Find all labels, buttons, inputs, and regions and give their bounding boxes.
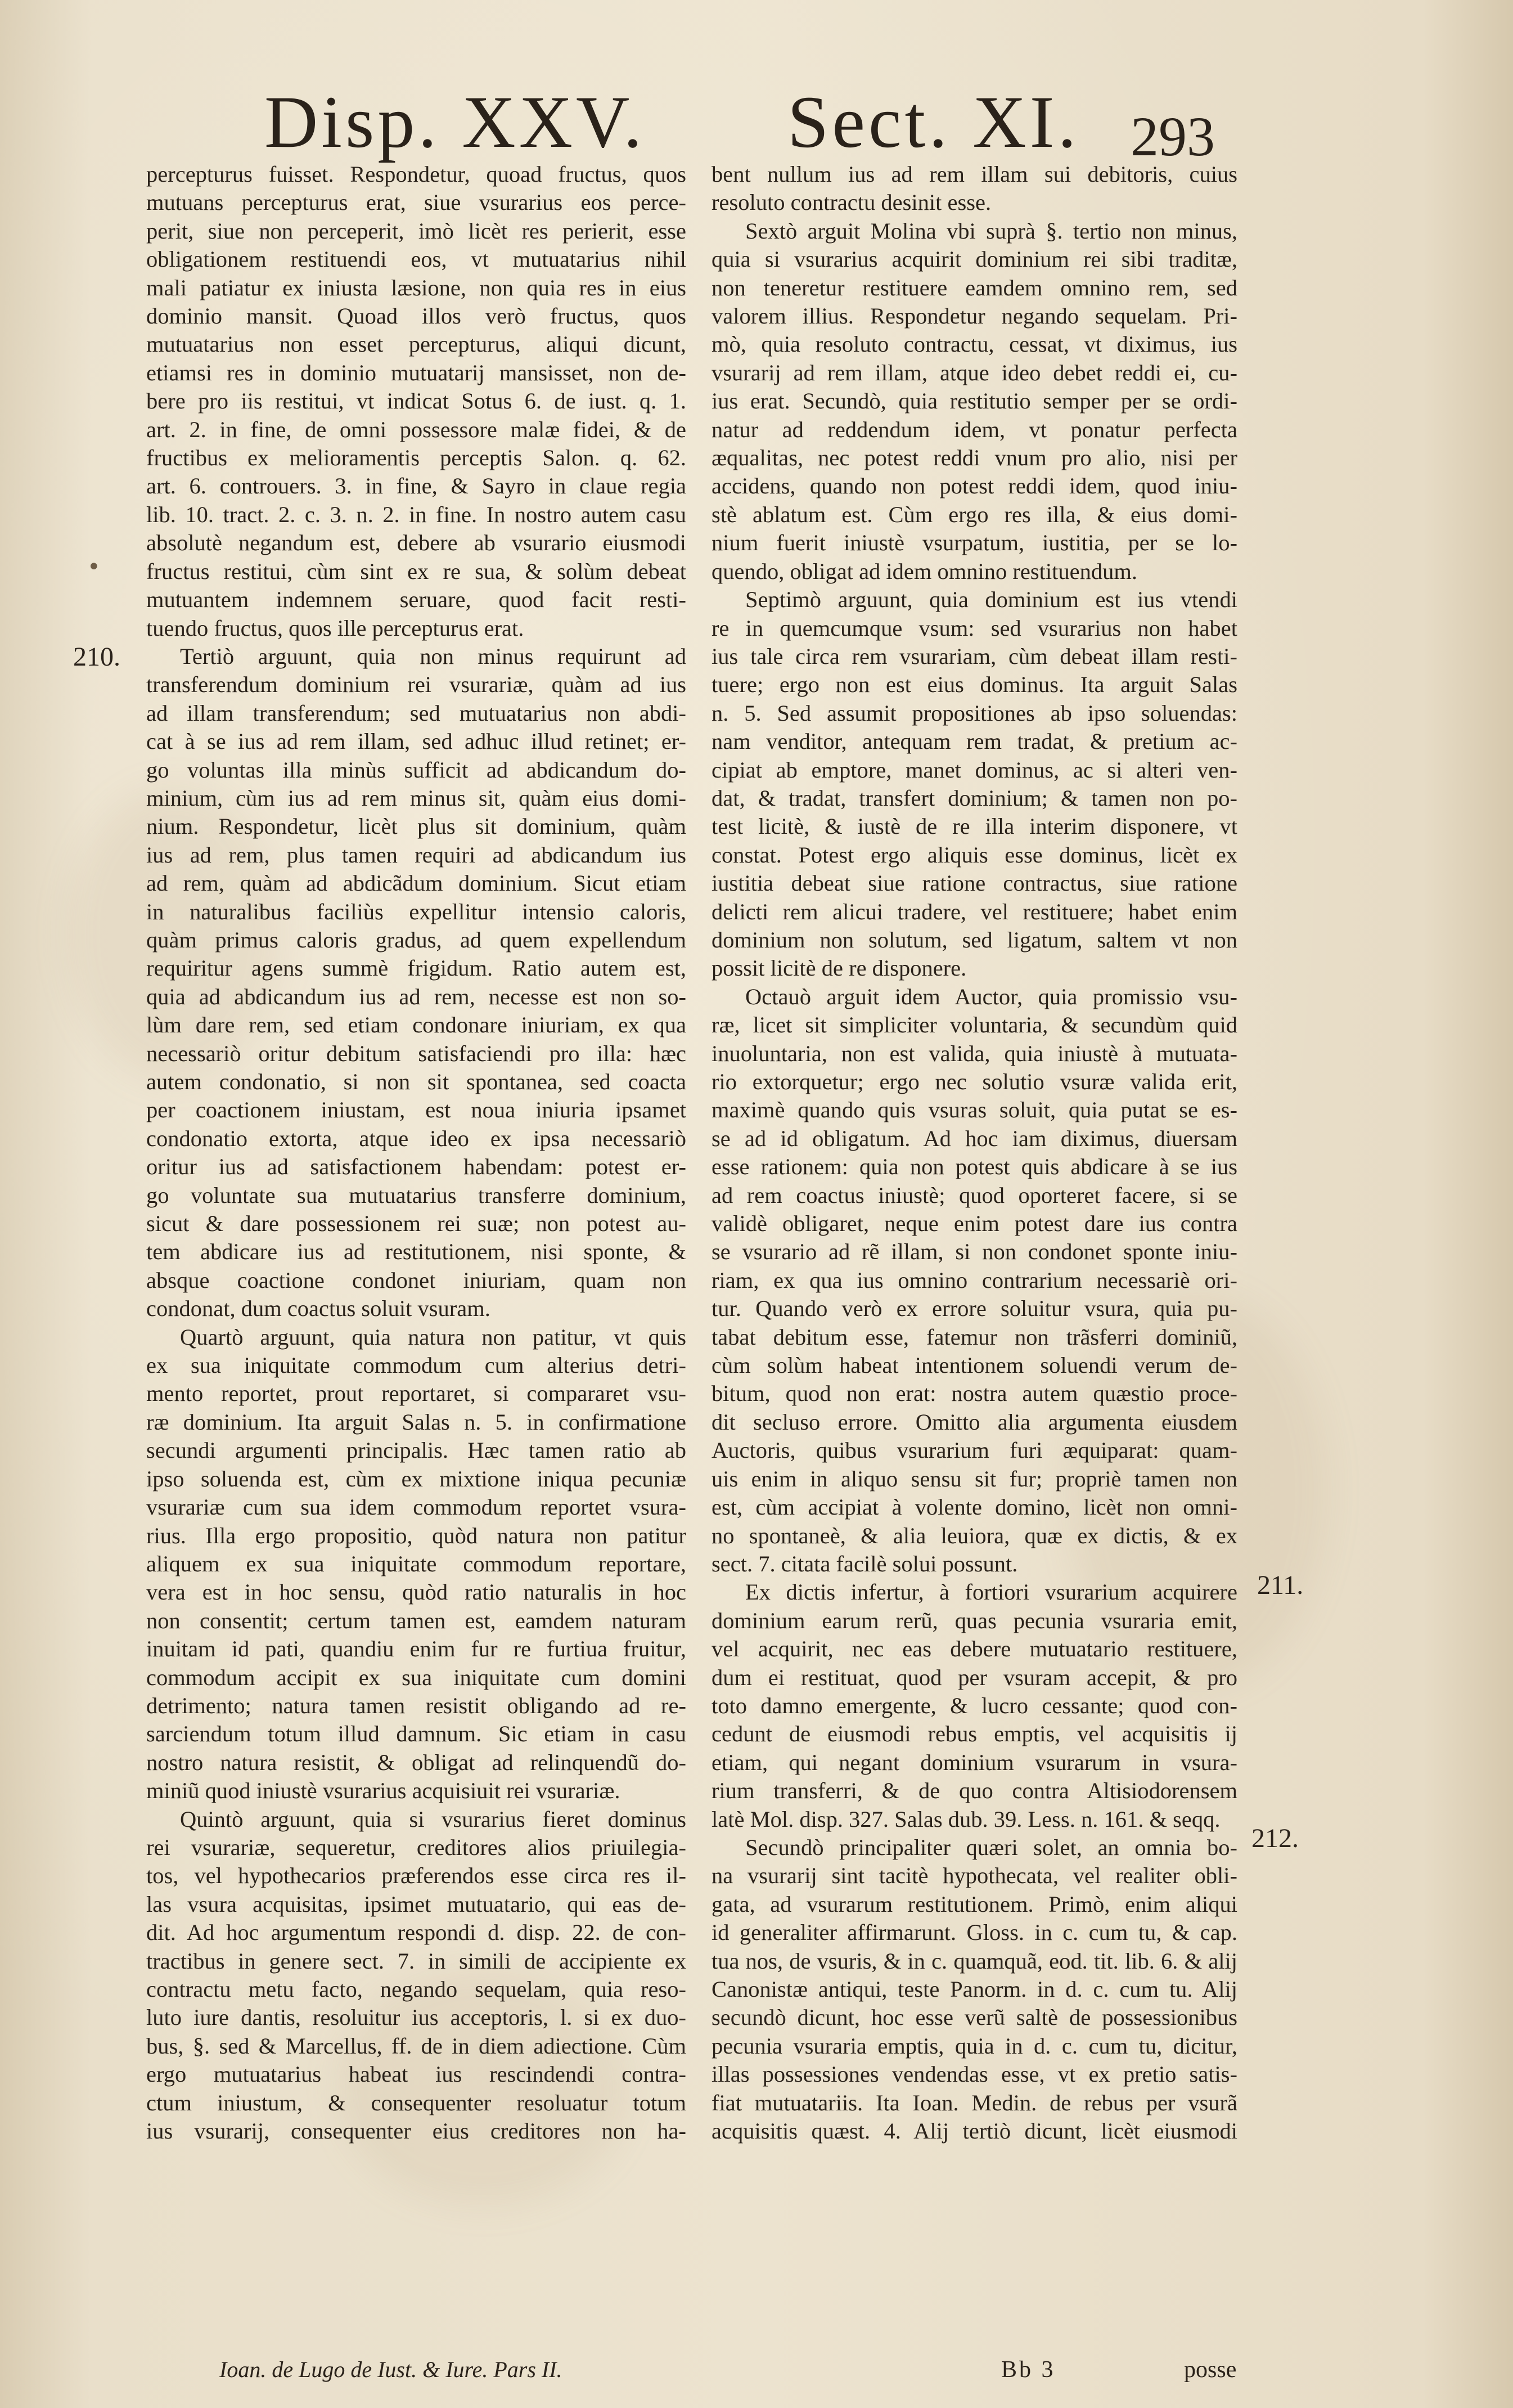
text-line: tabat debitum esse, fatemur non trãsferri dominiũ, — [712, 1324, 1237, 1350]
text-line: percepturus fuisset. Respondetur, quoad fructus, quos — [146, 161, 686, 187]
text-line: non consentit; certum tamen est, eamdem naturam — [146, 1607, 686, 1633]
text-line: mali patiatur ex iniusta læsione, non quia res in eius — [146, 275, 686, 300]
text-line: Secundò principaliter quæri solet, an omnia bo- — [745, 1834, 1237, 1860]
text-line: dominium earum rerũ, quas pecunia vsuraria emit, — [712, 1607, 1237, 1633]
text-line: ius vsurarij, consequenter eius creditores non ha- — [146, 2118, 686, 2144]
text-line: uis enim in aliquo sensu sit fur; propriè tamen non — [712, 1466, 1237, 1491]
text-line: n. 5. Sed assumit propositiones ab ipso soluendas: — [712, 700, 1237, 726]
text-line: se vsurario ad rẽ illam, si non condonet sponte iniu- — [712, 1239, 1237, 1265]
text-line: condonat, dum coactus soluit vsuram. — [146, 1296, 490, 1322]
text-line: nium. Respondetur, licèt plus sit dominium, quàm — [146, 814, 686, 839]
text-line: esse rationem: quia non potest quis abdicare à se ius — [712, 1154, 1237, 1180]
text-line: constat. Potest ergo aliquis esse dominus, licèt ex — [712, 842, 1237, 868]
text-line: art. 6. controuers. 3. in fine, & Sayro in claue regia — [146, 473, 686, 499]
running-head-disputation: Disp. XXV. — [264, 80, 646, 163]
text-line: bere pro iis restitui, vt indicat Sotus 6. de iust. q. 1. — [146, 388, 686, 414]
text-line: sicut & dare possessionem rei suæ; non potest au- — [146, 1211, 686, 1237]
text-line: absolutè negandum est, debere ab vsurario eiusmodi — [146, 530, 686, 556]
left-text-column — [146, 160, 686, 2145]
text-line: per coactionem iniustam, est noua iniuria ipsamet — [146, 1097, 686, 1123]
text-line: vsurariæ cum sua idem commodum reportet vsura- — [146, 1494, 686, 1520]
text-line: lùm dare rem, sed etiam condonare iniuriam, ex qua — [146, 1012, 686, 1038]
text-line: dit secluso errore. Omitto alia argumenta eiusdem — [712, 1409, 1237, 1435]
text-line: riam, ex qua ius omnino contrarium necessariè ori- — [712, 1267, 1237, 1293]
text-line: tur. Quando verò ex errore soluitur vsura, quia pu- — [712, 1296, 1237, 1322]
text-line: nium fuerit iniustè vsurpatum, iustitia, per se lo- — [712, 530, 1237, 556]
text-line: latè Mol. disp. 327. Salas dub. 39. Less. n. 161. & seqq. — [712, 1806, 1221, 1832]
text-line: bent nullum ius ad rem illam sui debitoris, cuius — [712, 161, 1237, 187]
text-line: secundò dicunt, hoc esse verũ saltè de possessionibus — [712, 2005, 1237, 2030]
right-text-column — [712, 160, 1237, 2145]
text-line: secundi argumenti principalis. Hæc tamen ratio ab — [146, 1437, 686, 1463]
text-line: Ex dictis infertur, à fortiori vsurarium acquirere — [745, 1579, 1237, 1605]
text-line: miniũ quod iniustè vsurarius acquisiuit rei vsurariæ. — [146, 1778, 620, 1804]
text-line: Auctoris, quibus vsurarium furi æquiparat: quam- — [712, 1437, 1237, 1463]
text-line: sect. 7. citata facilè solui possunt. — [712, 1551, 1018, 1576]
text-line: go voluntas illa minùs sufficit ad abdicandum do- — [146, 757, 686, 783]
text-line: vel acquirit, nec eas debere mutuatario restituere, — [712, 1636, 1237, 1662]
text-line: dum ei restituat, quod per vsuram accepit, & pro — [712, 1664, 1237, 1690]
text-line: dominio mansit. Quoad illos verò fructus, quos — [146, 303, 686, 329]
text-line: maximè quando quis vsuras soluit, quia putat se es- — [712, 1097, 1237, 1123]
text-line: resoluto contractu desinit esse. — [712, 190, 992, 215]
text-line: nam venditor, antequam rem tradat, & pretium ac- — [712, 729, 1237, 754]
text-line: ad rem, quàm ad abdicãdum dominium. Sicut etiam — [146, 870, 686, 896]
text-line: necessariò oritur debitum satisfaciendi pro illa: hæc — [146, 1040, 686, 1066]
text-line: oritur ius ad satisfactionem habendam: potest er- — [146, 1154, 686, 1180]
margin-number-212: 212. — [1251, 1823, 1299, 1853]
text-line: in naturalibus faciliùs expellitur intensio caloris, — [146, 898, 686, 924]
text-line: quendo, obligat ad idem omnino restituendum. — [712, 558, 1138, 584]
text-line: ræ, licet sit simpliciter voluntaria, & secundùm quid — [712, 1012, 1237, 1038]
text-line: perit, siue non perceperit, imò licèt res perierit, esse — [146, 218, 686, 244]
text-line: inuoluntaria, non est valida, quia iniustè à mutuata- — [712, 1040, 1237, 1066]
gathering-signature: Bb 3 — [1001, 2357, 1056, 2383]
text-line: tuere; ergo non est eius dominus. Ita arguit Salas — [712, 672, 1237, 698]
text-line: quàm primus caloris gradus, ad quem expellendum — [146, 927, 686, 953]
text-line: cipiat ab emptore, manet dominus, ac si alteri ven- — [712, 757, 1237, 783]
text-line: Sextò arguit Molina vbi suprà §. tertio non minus, — [745, 218, 1237, 244]
text-line: condonatio extorta, atque ideo ex ipsa necessariò — [146, 1125, 686, 1151]
text-line: se ad id obligatum. Ad hoc iam diximus, diuersam — [712, 1125, 1237, 1151]
text-line: mutuantem indemnem seruare, quod facit resti- — [146, 587, 686, 613]
text-line: mutuatarius non esset percepturus, aliqui dicunt, — [146, 331, 686, 357]
text-line: validè obligaret, neque enim potest dare ius contra — [712, 1211, 1237, 1237]
text-line: non teneretur restituere eamdem omnino rem, sed — [712, 275, 1237, 300]
text-line: vsurarij ad rem illam, atque ideo debet reddi ei, cu- — [712, 360, 1237, 385]
text-line: go voluntate sua mutuatarius transferre dominium, — [146, 1182, 686, 1208]
text-line: lib. 10. tract. 2. c. 3. n. 2. in fine. In nostro autem casu — [146, 501, 686, 527]
text-line: rei vsurariæ, sequeretur, creditores alios priuilegia- — [146, 1834, 686, 1860]
catchword: posse — [1184, 2357, 1237, 2383]
page-number: 293 — [1131, 105, 1215, 168]
text-line: test licitè, & iustè de re illa interim disponere, vt — [712, 814, 1237, 839]
text-line: iustitia debeat siue ratione contractus, siue ratione — [712, 870, 1237, 896]
text-line: Septimò arguunt, quia dominium est ius vtendi — [745, 587, 1237, 613]
text-line: rius. Illa ergo propositio, quòd natura non patitur — [146, 1522, 686, 1548]
text-line: aliquem ex sua iniquitate commodum reportare, — [146, 1551, 686, 1576]
text-line: tuendo fructus, quos ille percepturus erat. — [146, 615, 524, 641]
text-line: art. 2. in fine, de omni possessore malæ fidei, & de — [146, 416, 686, 442]
text-line: illas possessiones vendendas esse, vt ex pretio satis- — [712, 2061, 1237, 2087]
text-line: transferendum dominium rei vsurariæ, quàm ad ius — [146, 672, 686, 698]
text-line: quia ad abdicandum ius ad rem, necesse est non so- — [146, 983, 686, 1009]
text-line: ctum iniustum, & consequenter resoluatur totum — [146, 2090, 686, 2115]
text-line: id generaliter affirmarunt. Gloss. in c. cum tu, & cap. — [712, 1920, 1237, 1946]
text-line: tractibus in genere sect. 7. in simili de accipiente ex — [146, 1948, 686, 1974]
margin-number-211: 211. — [1257, 1570, 1304, 1600]
text-line: acquisitis quæst. 4. Alij tertiò dicunt, licèt eiusmodi — [712, 2118, 1237, 2144]
text-line: ipso soluenda est, cùm ex mixtione iniqua pecuniæ — [146, 1466, 686, 1491]
text-line: ergo mutuatarius habeat ius rescindendi contra- — [146, 2061, 686, 2087]
running-title-footer: Ioan. de Lugo de Iust. & Iure. Pars II. — [219, 2357, 562, 2382]
text-line: Tertiò arguunt, quia non minus requirunt ad — [180, 643, 686, 669]
text-line: Canonistæ antiqui, teste Panorm. in d. c. cum tu. Alij — [712, 1976, 1237, 2002]
text-line: Quartò arguunt, quia natura non patitur, vt quis — [180, 1324, 686, 1350]
text-line: absque coactione condonet iniuriam, quam non — [146, 1267, 686, 1293]
text-line: requiritur agens summè frigidum. Ratio autem est, — [146, 955, 686, 981]
text-line: sarciendum totum illud damnum. Sic etiam in casu — [146, 1721, 686, 1747]
text-line: commodum accipit ex sua iniquitate cum domini — [146, 1664, 686, 1690]
text-line: tua nos, de vsuris, & in c. quamquã, eod. tit. lib. 6. & alij — [712, 1948, 1237, 1974]
text-line: ad illam transferendum; sed mutuatarius non abdi- — [146, 700, 686, 726]
text-line: Quintò arguunt, quia si vsurarius fieret dominus — [180, 1806, 686, 1832]
text-line: possit licitè de re disponere. — [712, 955, 967, 981]
text-line: rio extorquetur; ergo nec solutio vsuræ valida erit, — [712, 1069, 1237, 1094]
text-line: fructus restitui, cùm sint ex re sua, & solùm debeat — [146, 558, 686, 584]
text-line: ius erat. Secundò, quia restitutio semper per se ordi- — [712, 388, 1237, 414]
text-line: æqualitas, nec potest reddi vnum pro alio, nisi per — [712, 445, 1237, 471]
text-line: ræ dominium. Ita arguit Salas n. 5. in confirmatione — [146, 1409, 686, 1435]
text-line: ius tale circa rem vsurariam, cùm debeat illam resti- — [712, 643, 1237, 669]
text-line: ius ad rem, plus tamen requiri ad abdicandum ius — [146, 842, 686, 868]
text-line: est, cùm accipiat à volente domino, licèt non omni- — [712, 1494, 1237, 1520]
text-line: ad rem coactus iniustè; quod oporteret facere, si se — [712, 1182, 1237, 1208]
text-line: bus, §. sed & Marcellus, ff. de in diem adiectione. Cùm — [146, 2033, 686, 2059]
text-line: nostro natura resistit, & obligat ad relinquendũ do- — [146, 1749, 686, 1775]
text-line: accidens, quando non potest reddi idem, quod iniu- — [712, 473, 1237, 499]
text-line: bitum, quod non erat: nostra autem quæstio proce- — [712, 1381, 1237, 1407]
text-line: gata, ad vsurarum restitutionem. Primò, enim aliqui — [712, 1891, 1237, 1917]
text-line: fiat mutuatariis. Ita Ioan. Medin. de rebus per vsurã — [712, 2090, 1237, 2115]
text-line: mento reportet, prout reportaret, si compararet vsu- — [146, 1381, 686, 1407]
text-line: vera est in hoc sensu, quòd ratio naturalis in hoc — [146, 1579, 686, 1605]
text-line: tem abdicare ius ad restitutionem, nisi sponte, & — [146, 1239, 686, 1265]
text-line: quia si vsurarius acquirit dominium rei sibi traditæ, — [712, 246, 1237, 272]
text-line: contractu metu facto, negando sequelam, quia reso- — [146, 1976, 686, 2002]
text-line: cat à se ius ad rem illam, sed adhuc illud retinet; er- — [146, 729, 686, 754]
text-line: las vsura acquisitas, ipsimet mutuatario, qui eas de- — [146, 1891, 686, 1917]
text-line: minium, cùm ius ad rem minus sit, quàm eius domi- — [146, 785, 686, 811]
text-line: cùm solùm habeat intentionem soluendi verum de- — [712, 1353, 1237, 1378]
text-line: mò, quia resoluto contractu, cessat, vt diximus, ius — [712, 331, 1237, 357]
text-line: stè ablatum est. Cùm ergo res illa, & eius domi- — [712, 501, 1237, 527]
text-line: fructibus ex melioramentis perceptis Salon. q. 62. — [146, 445, 686, 471]
text-line: etiamsi res in dominio mutuatarij mansisset, non de- — [146, 360, 686, 385]
text-line: no spontaneè, & alia leuiora, quæ ex dictis, & ex — [712, 1522, 1237, 1548]
text-line: obligationem restituendi eos, vt mutuatarius nihil — [146, 246, 686, 272]
text-line: etiam, qui negant dominium vsurarum in vsura- — [712, 1749, 1237, 1775]
text-line: dit. Ad hoc argumentum respondi d. disp. 22. de con- — [146, 1920, 686, 1946]
text-line: detrimento; natura tamen resistit obligando ad re- — [146, 1692, 686, 1718]
text-line: Octauò arguit idem Auctor, quia promissio vsu- — [745, 983, 1237, 1009]
text-line: pecunia vsuraria emptis, quia in d. c. cum tu, dicitur, — [712, 2033, 1237, 2059]
text-line: tos, vel hypothecarios præferendos esse circa res il- — [146, 1863, 686, 1889]
text-line: luto iure dantis, resoluitur ius acceptoris, l. si ex duo- — [146, 2005, 686, 2030]
text-line: ex sua iniquitate commodum cum alterius detri- — [146, 1353, 686, 1378]
text-line: natur ad reddendum idem, vt ponatur perfecta — [712, 416, 1237, 442]
text-line: mutuans percepturus erat, siue vsurarius eos perce- — [146, 190, 686, 215]
margin-dot-mark: • — [87, 554, 101, 580]
text-line: re in quemcumque vsum: sed vsurarius non habet — [712, 615, 1237, 641]
text-line: toto damno emergente, & lucro cessante; quod con- — [712, 1692, 1237, 1718]
text-line: inuitam id pati, quandiu enim fur re furtiua fruitur, — [146, 1636, 686, 1662]
text-line: valorem illius. Respondetur negando sequelam. Pri- — [712, 303, 1237, 329]
running-head-section: Sect. XI. — [787, 80, 1080, 163]
text-line: na vsurarij sint tacitè hypothecata, vel realiter obli- — [712, 1863, 1237, 1889]
text-line: rium transferri, & de quo contra Altisiodorensem — [712, 1778, 1237, 1804]
text-line: delicti rem alicui tradere, vel restituere; habet enim — [712, 898, 1237, 924]
text-line: dat, & tradat, transfert dominium; & tamen non po- — [712, 785, 1237, 811]
text-line: dominium non solutum, sed ligatum, saltem vt non — [712, 927, 1237, 953]
margin-number-210: 210. — [73, 642, 120, 672]
text-line: cedunt de eiusmodi rebus emptis, vel acquisitis ij — [712, 1721, 1237, 1747]
text-line: autem condonatio, si non sit spontanea, sed coacta — [146, 1069, 686, 1094]
